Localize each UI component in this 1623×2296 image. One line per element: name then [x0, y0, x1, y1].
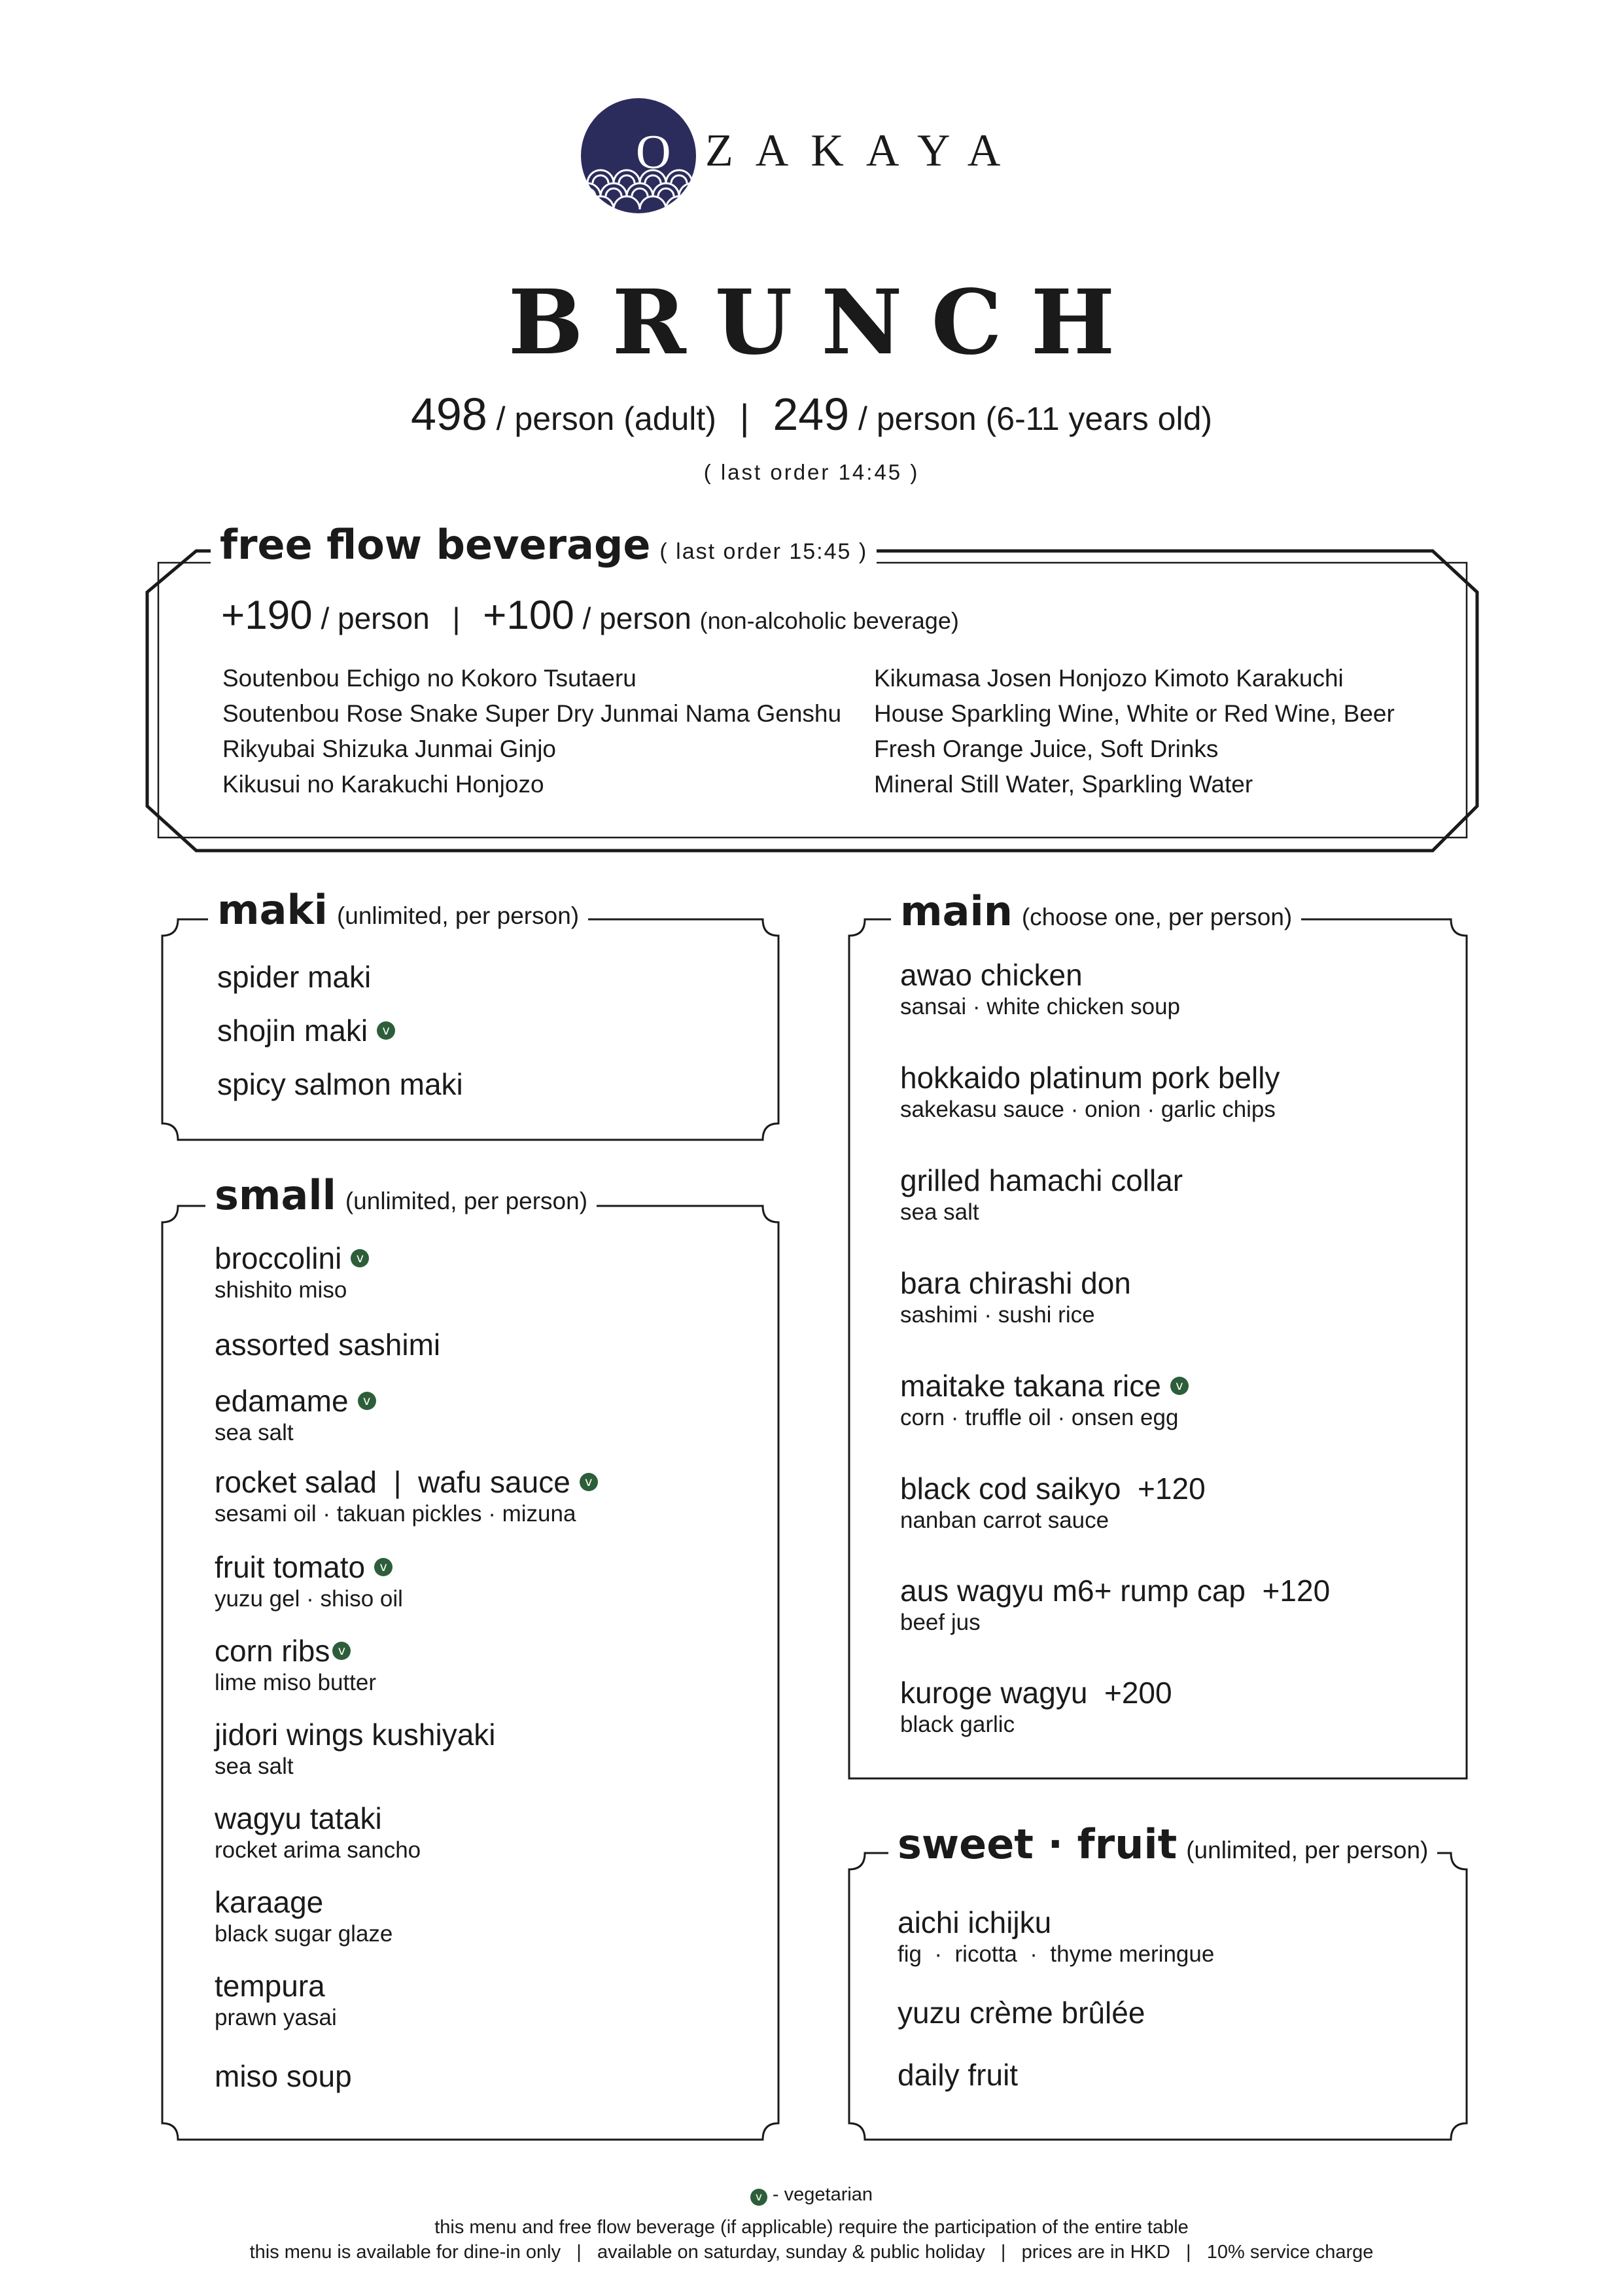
vegetarian-icon: v	[750, 2189, 767, 2206]
veg-legend-text: - vegetarian	[772, 2184, 873, 2205]
item-description: shishito miso	[215, 1277, 347, 1303]
menu-item	[898, 1907, 1214, 1966]
beverage-price-alcoholic-unit: / person	[321, 601, 430, 635]
beverage-list-right	[874, 661, 1395, 802]
item-name: aichi ichijku	[898, 1905, 1052, 1939]
maki-title: maki	[217, 886, 328, 934]
beverage-item: Soutenbou Echigo no Kokoro Tsutaeru	[222, 665, 637, 692]
item-name: wagyu tataki	[215, 1801, 382, 1835]
vegetarian-icon: v	[332, 1642, 351, 1660]
menu-item	[217, 1069, 463, 1099]
item-description: lime miso butter	[215, 1670, 377, 1695]
beverage-item: House Sparkling Wine, White or Red Wine, Beer	[874, 700, 1395, 727]
vegetarian-icon: v	[358, 1392, 376, 1410]
vegetarian-icon: v	[374, 1558, 393, 1576]
item-name: daily fruit	[898, 2058, 1019, 2092]
beverage-heading	[211, 521, 877, 569]
beverage-price-non-alcoholic: +100	[483, 593, 574, 638]
main-title: main	[900, 887, 1013, 935]
item-name: broccolini	[215, 1241, 342, 1275]
sweet-subtitle: (unlimited, per person)	[1186, 1837, 1429, 1863]
main-subtitle: (choose one, per person)	[1021, 904, 1293, 930]
item-description: sashimi · sushi rice	[900, 1302, 1095, 1328]
footer-note: this menu and free flow beverage (if applicable) require the participation of the entire table	[434, 2217, 1189, 2238]
price-separator: |	[739, 397, 750, 438]
item-description: prawn yasai	[215, 2005, 337, 2030]
menu-item	[900, 1678, 1172, 1736]
menu-item	[215, 1243, 369, 1301]
item-name: awao chicken	[900, 958, 1083, 992]
menu-item	[900, 1371, 1189, 1429]
adult-price: 498	[410, 389, 487, 440]
adult-note: (adult)	[623, 400, 716, 437]
item-name: karaage	[215, 1885, 324, 1919]
maki-subtitle: (unlimited, per person)	[336, 902, 580, 929]
menu-item	[900, 1165, 1183, 1224]
child-price: 249	[773, 389, 850, 440]
beverage-pricing	[221, 595, 959, 636]
item-name: aus wagyu m6+ rump cap +120	[900, 1574, 1331, 1608]
beverage-last-order: ( last order 15:45 )	[659, 539, 868, 564]
item-name-row	[215, 1636, 376, 1666]
menu-item	[898, 1998, 1145, 2028]
item-name: spider maki	[217, 960, 372, 994]
item-name: tempura	[215, 1969, 325, 2003]
beverage-item: Kikumasa Josen Honjozo Kimoto Karakuchi	[874, 665, 1344, 692]
item-name-row	[215, 1386, 376, 1416]
logo-initial: O	[636, 126, 671, 179]
vegetarian-icon: v	[580, 1473, 598, 1491]
menu-item	[900, 1063, 1280, 1121]
menu-item	[215, 1636, 376, 1694]
beverage-price-separator: |	[452, 601, 461, 635]
menu-item	[215, 1720, 496, 1778]
item-description: sansai · white chicken soup	[900, 994, 1180, 1019]
item-description: fig · ricotta · thyme meringue	[898, 1941, 1215, 1967]
small-title: small	[215, 1171, 336, 1219]
item-name: fruit tomato	[215, 1550, 366, 1584]
item-name: black cod saikyo +120	[900, 1472, 1206, 1506]
item-name: grilled hamachi collar	[900, 1163, 1183, 1197]
item-description: beef jus	[900, 1610, 981, 1635]
beverage-item: Soutenbou Rose Snake Super Dry Junmai Nama Genshu	[222, 700, 842, 727]
item-description: sakekasu sauce · onion · garlic chips	[900, 1097, 1276, 1122]
beverage-price-non-alcoholic-note: (non-alcoholic beverage)	[699, 607, 959, 634]
menu-item	[217, 962, 371, 992]
logo-emblem	[581, 98, 696, 213]
item-description: sea salt	[215, 1754, 294, 1779]
main-heading	[891, 887, 1301, 935]
item-name: rocket salad | wafu sauce	[215, 1465, 570, 1499]
beverage-item: Rikyubai Shizuka Junmai Ginjo	[222, 735, 557, 762]
item-name-row	[215, 1552, 403, 1582]
vegetarian-icon: v	[1170, 1377, 1189, 1395]
beverage-item: Mineral Still Water, Sparkling Water	[874, 771, 1253, 798]
child-unit: / person	[858, 400, 977, 437]
item-name-row	[215, 1467, 598, 1497]
menu-item	[215, 1971, 337, 2029]
menu-item	[215, 2061, 352, 2091]
item-name-row	[900, 1371, 1189, 1401]
item-name: jidori wings kushiyaki	[215, 1718, 496, 1752]
item-name: hokkaido platinum pork belly	[900, 1061, 1280, 1095]
item-name: assorted sashimi	[215, 1328, 441, 1362]
vegetarian-icon: v	[351, 1249, 369, 1267]
item-name: maitake takana rice	[900, 1369, 1161, 1403]
maki-heading	[208, 886, 588, 934]
item-name: yuzu crème brûlée	[898, 1996, 1145, 2030]
beverage-price-non-alcoholic-unit: / person	[582, 601, 691, 635]
main-frame	[849, 919, 1467, 1778]
item-name: bara chirashi don	[900, 1266, 1131, 1300]
item-name: miso soup	[215, 2059, 352, 2093]
menu-item	[215, 1803, 421, 1862]
menu-item	[900, 1474, 1206, 1532]
item-description: black sugar glaze	[215, 1921, 393, 1947]
page-title: BRUNCH	[508, 270, 1144, 375]
item-description: yuzu gel · shiso oil	[215, 1586, 403, 1612]
vegetarian-icon: v	[377, 1021, 395, 1040]
item-description: sea salt	[215, 1420, 294, 1445]
item-description: sesami oil · takuan pickles · mizuna	[215, 1501, 576, 1527]
brunch-last-order: ( last order 14:45 )	[703, 460, 920, 484]
beverage-item: Kikusui no Karakuchi Honjozo	[222, 771, 544, 798]
item-name: spicy salmon maki	[217, 1067, 463, 1101]
item-description: sea salt	[900, 1199, 979, 1225]
menu-item	[898, 2060, 1018, 2090]
adult-unit: / person	[496, 400, 615, 437]
small-heading	[205, 1171, 597, 1219]
menu-item	[900, 960, 1180, 1018]
item-name-row	[215, 1243, 369, 1273]
item-description: black garlic	[900, 1712, 1015, 1737]
item-name: kuroge wagyu +200	[900, 1676, 1172, 1710]
menu-item	[215, 1887, 393, 1945]
menu-item	[900, 1268, 1131, 1326]
beverage-price-alcoholic: +190	[221, 593, 313, 638]
menu-item	[215, 1330, 440, 1360]
menu-item	[215, 1552, 403, 1610]
veg-legend	[0, 2185, 1623, 2206]
footer-terms: this menu is available for dine-in only | available on saturday, sunday & public holiday | prices are in HKD | 10% service charge	[249, 2242, 1374, 2263]
item-name: shojin maki	[217, 1014, 368, 1048]
menu-item	[900, 1576, 1330, 1634]
item-name: corn ribs	[215, 1634, 330, 1668]
item-description: nanban carrot sauce	[900, 1508, 1109, 1533]
menu-item	[217, 1016, 395, 1046]
menu-item	[215, 1386, 376, 1444]
sweet-title: sweet · fruit	[898, 1820, 1178, 1868]
sweet-heading	[888, 1820, 1437, 1868]
item-name: edamame	[215, 1384, 349, 1418]
item-description: corn · truffle oil · onsen egg	[900, 1405, 1179, 1430]
item-description: rocket arima sancho	[215, 1837, 421, 1863]
beverage-item: Fresh Orange Juice, Soft Drinks	[874, 735, 1219, 762]
small-subtitle: (unlimited, per person)	[345, 1188, 588, 1214]
item-name-row	[217, 1016, 395, 1046]
child-note: (6-11 years old)	[985, 400, 1213, 437]
menu-item	[215, 1467, 598, 1525]
beverage-list-left	[222, 661, 841, 802]
brunch-pricing	[0, 389, 1623, 440]
logo-wordmark: ZAKAYA	[705, 126, 1023, 176]
beverage-title: free flow beverage	[220, 521, 651, 569]
